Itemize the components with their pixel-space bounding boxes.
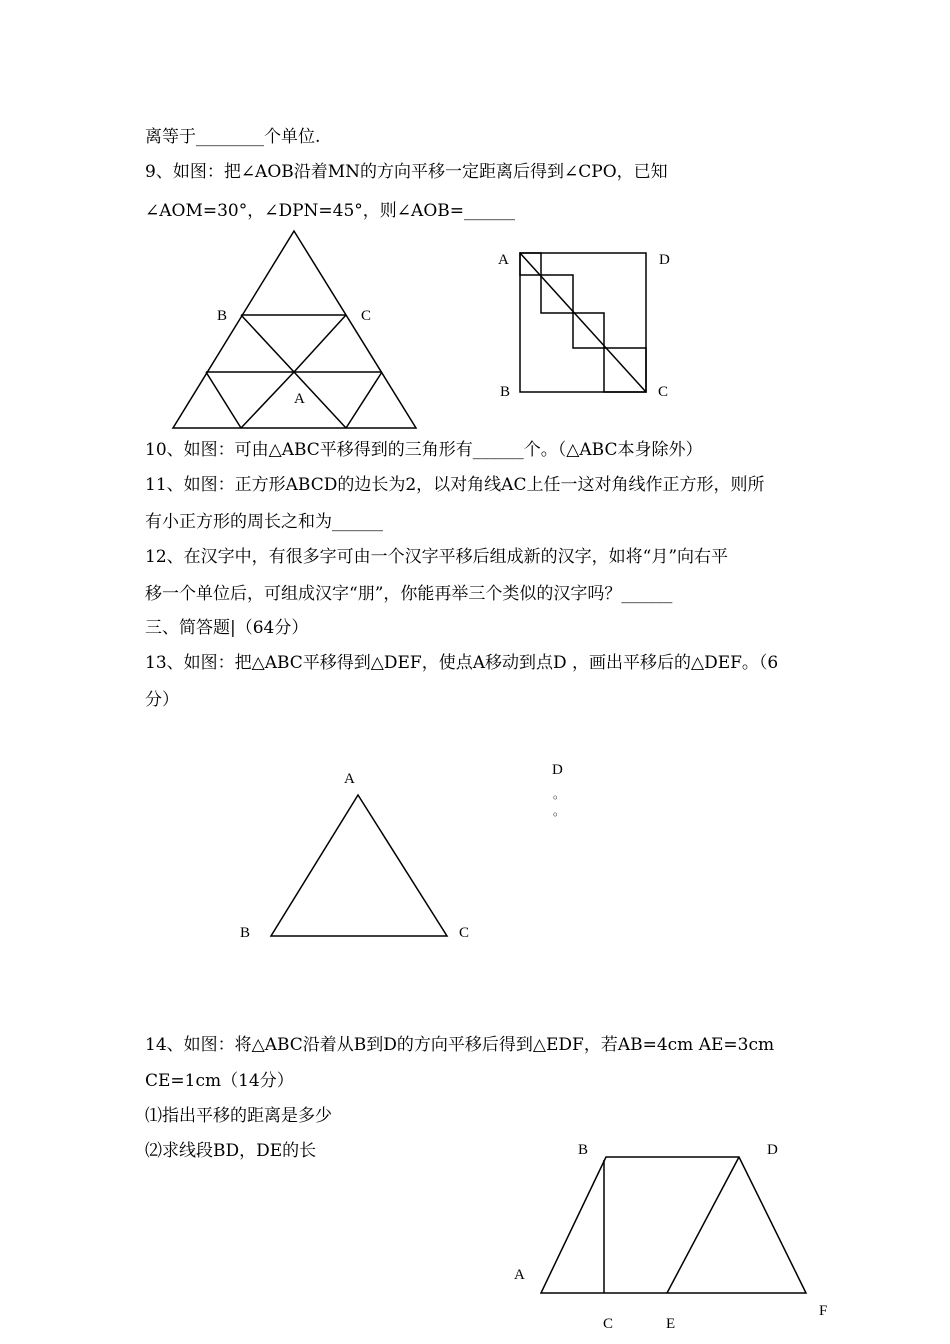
trapezoid-outline bbox=[541, 1157, 806, 1293]
label-C: C bbox=[459, 925, 470, 941]
question-12: 12、在汉字中，有很多字可由一个汉字平移后组成新的汉字，如将“月”向右平 bbox=[145, 547, 729, 567]
question-13-cont: 分） bbox=[145, 690, 179, 710]
label-D: D bbox=[552, 762, 563, 778]
diagonal-ac bbox=[520, 253, 646, 392]
question-14: 14、如图：将△ABC沿着从B到D的方向平移后得到△EDF，若AB=4cm AE=3cm bbox=[145, 1035, 775, 1055]
question-9-cont: ∠AOM=30°，∠DPN=45°，则∠AOB=______ bbox=[145, 201, 515, 221]
label-F: F bbox=[819, 1303, 828, 1319]
q13-triangle-figure bbox=[240, 762, 565, 941]
question-11-cont: 有小正方形的周长之和为______ bbox=[145, 512, 383, 532]
question-13: 13、如图：把△ABC平移得到△DEF，使点A移动到点D ，画出平移后的△DEF。（6 bbox=[145, 653, 779, 673]
triangle-grid-figure bbox=[173, 231, 416, 428]
question-14-part1: ⑴指出平移的距离是多少 bbox=[145, 1106, 332, 1126]
label-B: B bbox=[500, 384, 511, 400]
question-12-cont: 移一个单位后，可组成汉字“朋”，你能再举三个类似的汉字吗？______ bbox=[145, 584, 673, 604]
section-heading: 三、简答题|（64分） bbox=[145, 618, 309, 638]
question-14-cont: CE=1cm（14分） bbox=[145, 1071, 294, 1091]
triangle-abc bbox=[271, 795, 447, 936]
square-diagonal-figure bbox=[498, 252, 670, 400]
label-A: A bbox=[514, 1267, 525, 1283]
q14-trapezoid-figure bbox=[514, 1142, 827, 1332]
question-9: 9、如图：把∠AOB沿着MN的方向平移一定距离后得到∠CPO，已知 bbox=[145, 162, 668, 182]
question-10: 10、如图：可由△ABC平移得到的三角形有______个。（△ABC本身除外） bbox=[145, 440, 703, 460]
label-A: A bbox=[498, 252, 509, 268]
text-line-q8-tail: 离等于________个单位. bbox=[145, 127, 321, 147]
question-11: 11、如图：正方形ABCD的边长为2，以对角线AC上任一这对角线作正方形，则所 bbox=[145, 475, 765, 495]
small-square-3 bbox=[573, 313, 604, 348]
label-B: B bbox=[240, 925, 251, 941]
label-E: E bbox=[666, 1316, 676, 1332]
label-C: C bbox=[361, 308, 372, 324]
label-A: A bbox=[344, 771, 355, 787]
label-C: C bbox=[603, 1316, 614, 1332]
point-marker-1: 。 bbox=[553, 787, 566, 801]
label-C: C bbox=[658, 384, 669, 400]
label-B: B bbox=[578, 1142, 589, 1158]
label-D: D bbox=[767, 1142, 778, 1158]
label-B: B bbox=[217, 308, 228, 324]
label-D: D bbox=[659, 252, 670, 268]
label-A: A bbox=[294, 391, 305, 407]
segment-de bbox=[667, 1157, 739, 1293]
question-14-part2: ⑵求线段BD，DE的长 bbox=[145, 1141, 317, 1161]
point-marker-2: 。 bbox=[553, 804, 566, 818]
